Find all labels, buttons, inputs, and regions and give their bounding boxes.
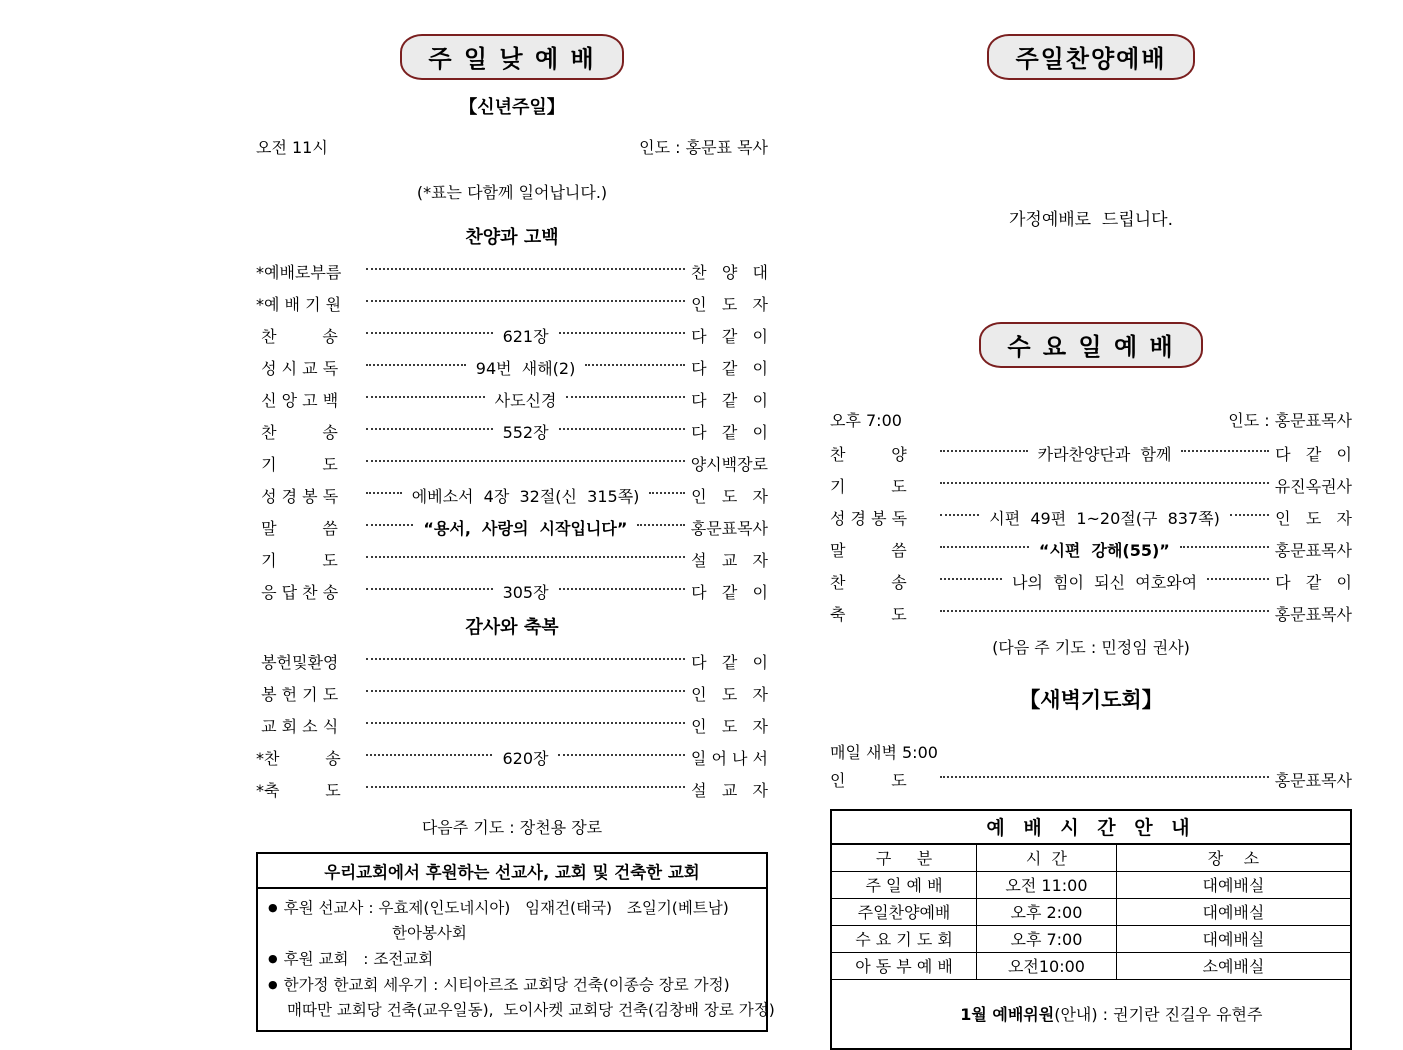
order-item-detail: “시편 강해(55)” <box>1038 540 1170 560</box>
dot-leader <box>940 482 1269 484</box>
schedule-cell: 주 일 예 배 <box>832 872 977 899</box>
dot-leader <box>1180 546 1269 548</box>
order-item-label: 봉 헌 기 도 <box>256 684 339 704</box>
wednesday-service-leader: 인도 : 홍문표목사 <box>1228 411 1352 430</box>
dot-leader <box>637 524 684 526</box>
order-item-label: 성 경 봉 독 <box>830 508 908 528</box>
dot-leader <box>559 588 686 590</box>
order-row <box>256 773 768 805</box>
family-worship-note: 가정예배로 드립니다. <box>1008 210 1173 230</box>
dot-leader <box>366 364 466 366</box>
bullet-icon: ● <box>268 978 278 991</box>
dot-leader <box>566 396 685 398</box>
schedule-cell: 오전10:00 <box>977 953 1117 980</box>
dot-leader <box>940 776 1269 778</box>
schedule-header-cell: 장 소 <box>1117 845 1350 872</box>
dot-leader <box>366 332 493 334</box>
mission-support-title: 우리교회에서 후원하는 선교사, 교회 및 건축한 교회 <box>258 854 766 889</box>
support-line-text: 후원 교회 : 조전교회 <box>283 950 434 968</box>
order-item-detail: 카라찬양단과 함께 <box>1037 444 1172 464</box>
schedule-cell: 주일찬양예배 <box>832 899 977 926</box>
schedule-grid <box>832 845 1350 980</box>
dot-leader <box>366 492 402 494</box>
praise-confession-heading: 찬양과 고백 <box>465 227 559 248</box>
dot-leader <box>1207 578 1269 580</box>
sunday-worship-title: 주 일 낮 예 배 <box>400 34 623 80</box>
schedule-cell: 대예배실 <box>1117 899 1350 926</box>
dot-leader <box>366 556 685 558</box>
schedule-cell: 오후 7:00 <box>977 926 1117 953</box>
sunday-service-leader: 인도 : 홍문표 목사 <box>639 138 768 157</box>
order-item-label: 말 씀 <box>830 540 907 560</box>
order-item-person: 홍문표목사 <box>690 518 769 538</box>
order-item-label: 찬 양 <box>830 444 907 464</box>
dot-leader <box>940 546 1029 548</box>
schedule-title: 예 배 시 간 안 내 <box>832 811 1350 845</box>
order-row <box>830 469 1352 501</box>
dot-leader <box>366 588 493 590</box>
order-item-label: 기 도 <box>256 550 338 570</box>
order-item-person: 다 같 이 <box>691 358 768 378</box>
order-item-label: 신 앙 고 백 <box>256 390 339 410</box>
order-item-person: 인 도 자 <box>691 684 768 704</box>
order-item-label: 성 시 교 독 <box>256 358 339 378</box>
order-item-person: 다 같 이 <box>691 390 768 410</box>
support-line <box>268 946 758 972</box>
dot-leader <box>366 428 493 430</box>
order-row <box>830 437 1352 469</box>
order-item-person: 다 같 이 <box>691 326 769 346</box>
order-row <box>256 575 768 607</box>
dawn-prayer-time: 매일 새벽 5:00 <box>830 743 938 762</box>
order-item-label: 기 도 <box>830 476 907 496</box>
order-row <box>256 645 768 677</box>
bullet-icon: ● <box>268 952 278 965</box>
order-item-label: 성 경 봉 독 <box>256 486 339 506</box>
order-item-label: *예배로부름 <box>256 262 342 282</box>
order-row <box>256 479 768 511</box>
schedule-header-cell: 시 간 <box>977 845 1117 872</box>
order-row <box>830 763 1352 795</box>
dot-leader <box>366 690 685 692</box>
order-row <box>256 447 768 479</box>
order-item-label: 말 씀 <box>256 518 338 538</box>
order-item-label: 찬 송 <box>256 326 338 346</box>
mission-support-box <box>256 852 775 1032</box>
support-line <box>268 998 775 1023</box>
dot-leader <box>940 610 1269 612</box>
order-item-person: 홍문표목사 <box>1274 770 1352 790</box>
dot-leader <box>1181 450 1269 452</box>
order-item-label: 교 회 소 식 <box>256 716 339 736</box>
support-line-text: 한가정 한교회 세우기 : 시티아르조 교회당 건축(이종승 장로 가정) <box>283 976 730 994</box>
right-column <box>830 34 1352 1050</box>
order-item-detail: 621장 <box>502 326 549 346</box>
order-item-detail: 305장 <box>502 582 549 602</box>
dot-leader <box>366 460 685 462</box>
order-item-label: 봉헌및환영 <box>256 652 339 672</box>
wednesday-time-leader-row <box>830 408 1352 431</box>
schedule-cell: 오후 2:00 <box>977 899 1117 926</box>
schedule-footer <box>832 980 1350 1048</box>
order-item-detail: 94번 새해(2) <box>475 358 576 378</box>
praise-confession-rows <box>256 255 768 607</box>
thanks-blessing-rows <box>256 645 768 805</box>
order-item-person: 인 도 자 <box>1275 508 1353 528</box>
new-year-sunday-subtitle: 【신년주일】 <box>459 97 565 118</box>
order-item-detail: 나의 힘이 되신 여호와여 <box>1012 572 1198 592</box>
schedule-cell: 아 동 부 예 배 <box>832 953 977 980</box>
order-row <box>256 709 768 741</box>
order-row <box>256 351 768 383</box>
sunday-time-leader-row <box>256 135 768 158</box>
order-item-person: 찬 양 대 <box>691 262 768 282</box>
support-line <box>268 921 758 946</box>
order-item-label: 축 도 <box>830 604 907 624</box>
schedule-cell: 소예배실 <box>1117 953 1350 980</box>
dot-leader <box>649 492 685 494</box>
schedule-cell: 수 요 기 도 회 <box>832 926 977 953</box>
wednesday-worship-title: 수 요 일 예 배 <box>979 322 1202 368</box>
dot-leader <box>558 754 684 756</box>
order-row <box>830 597 1352 629</box>
order-item-person: 인 도 자 <box>691 716 768 736</box>
wednesday-service-time: 오후 7:00 <box>830 411 902 430</box>
order-item-detail: “용서, 사랑의 시작입니다” <box>423 518 628 538</box>
dot-leader <box>559 332 686 334</box>
support-line-text: 후원 선교사 : 우효제(인도네시아) 임재건(태국) 조일기(베트남) <box>283 899 729 917</box>
order-item-detail: 620장 <box>502 748 549 768</box>
order-item-person: 설 교 자 <box>691 550 768 570</box>
order-row <box>256 415 768 447</box>
order-item-label: 찬 송 <box>256 422 338 442</box>
thanks-blessing-heading: 감사와 축복 <box>465 617 559 638</box>
order-item-label: 기 도 <box>256 454 338 474</box>
order-item-person: 설 교 자 <box>691 780 768 800</box>
dot-leader <box>366 754 492 756</box>
wednesday-next-week-prayer: (다음 주 기도 : 민정임 권사) <box>992 638 1190 657</box>
worship-schedule-table <box>830 809 1352 1050</box>
order-row <box>830 533 1352 565</box>
order-row <box>830 501 1352 533</box>
dot-leader <box>366 524 413 526</box>
dot-leader <box>940 450 1028 452</box>
order-item-person: 양시백장로 <box>690 454 768 474</box>
order-item-person: 인 도 자 <box>691 294 768 314</box>
order-row <box>256 543 768 575</box>
schedule-header-cell: 구 분 <box>832 845 977 872</box>
support-line <box>268 895 758 921</box>
support-line <box>268 972 758 998</box>
order-item-person: 다 같 이 <box>691 582 769 602</box>
order-item-detail: 에베소서 4장 32절(신 315쪽) <box>411 486 640 506</box>
dot-leader <box>366 786 685 788</box>
dot-leader <box>366 268 685 270</box>
order-item-person: 다 같 이 <box>691 652 768 672</box>
order-item-label: *찬 송 <box>256 748 341 768</box>
order-item-detail: 552장 <box>502 422 549 442</box>
order-row <box>256 319 768 351</box>
order-item-person: 일 어 나 서 <box>690 748 768 768</box>
order-row <box>256 677 768 709</box>
schedule-cell: 오전 11:00 <box>977 872 1117 899</box>
dawn-time-row <box>830 740 1352 763</box>
order-item-label: 인 도 <box>830 770 907 790</box>
wednesday-rows <box>830 437 1352 629</box>
schedule-cell: 대예배실 <box>1117 926 1350 953</box>
schedule-cell: 대예배실 <box>1117 872 1350 899</box>
order-row <box>256 287 768 319</box>
order-row <box>830 565 1352 597</box>
support-line-text: 매따만 교회당 건축(교우일동), 도이사켓 교회당 건축(김창배 장로 가정) <box>287 1001 775 1019</box>
order-item-label: *축 도 <box>256 780 341 800</box>
order-row <box>256 511 768 543</box>
mission-support-lines <box>258 889 775 1030</box>
sunday-service-time: 오전 11시 <box>256 138 328 157</box>
order-row <box>256 255 768 287</box>
sunday-worship-column <box>256 34 775 1032</box>
next-week-prayer: 다음주 기도 : 장천용 장로 <box>421 818 603 837</box>
dot-leader <box>366 722 685 724</box>
schedule-footer-ushers-label: 1월 예배위원 <box>960 1005 1055 1024</box>
dot-leader <box>366 658 685 660</box>
order-item-person: 다 같 이 <box>1275 572 1352 592</box>
dot-leader <box>585 364 685 366</box>
order-row <box>256 741 768 773</box>
order-item-detail: 사도신경 <box>494 390 557 410</box>
dot-leader <box>1230 514 1269 516</box>
dot-leader <box>940 514 979 516</box>
dot-leader <box>940 578 1002 580</box>
praise-worship-title: 주일찬양예배 <box>987 34 1194 80</box>
schedule-footer-ushers-names: (안내) : 권기란 진길우 유현주 <box>1054 1005 1263 1024</box>
dawn-prayer-heading: 【새벽기도회】 <box>1019 688 1163 712</box>
dot-leader <box>559 428 686 430</box>
order-item-detail: 시편 49편 1~20절(구 837쪽) <box>989 508 1220 528</box>
support-line-text: 한아봉사회 <box>392 924 467 942</box>
dot-leader <box>366 396 485 398</box>
order-item-person: 홍문표목사 <box>1274 604 1352 624</box>
order-item-person: 인 도 자 <box>691 486 768 506</box>
order-item-person: 다 같 이 <box>691 422 769 442</box>
dot-leader <box>366 300 685 302</box>
order-item-label: *예 배 기 원 <box>256 294 342 314</box>
order-row <box>256 383 768 415</box>
bullet-icon: ● <box>268 901 278 914</box>
order-item-person: 다 같 이 <box>1275 444 1352 464</box>
order-item-label: 찬 송 <box>830 572 907 592</box>
dawn-rows <box>830 763 1352 795</box>
stand-note: (*표는 다함께 일어납니다.) <box>416 183 608 202</box>
order-item-person: 홍문표목사 <box>1274 540 1353 560</box>
order-item-person: 유진옥권사 <box>1274 476 1352 496</box>
order-item-label: 응 답 찬 송 <box>256 582 339 602</box>
